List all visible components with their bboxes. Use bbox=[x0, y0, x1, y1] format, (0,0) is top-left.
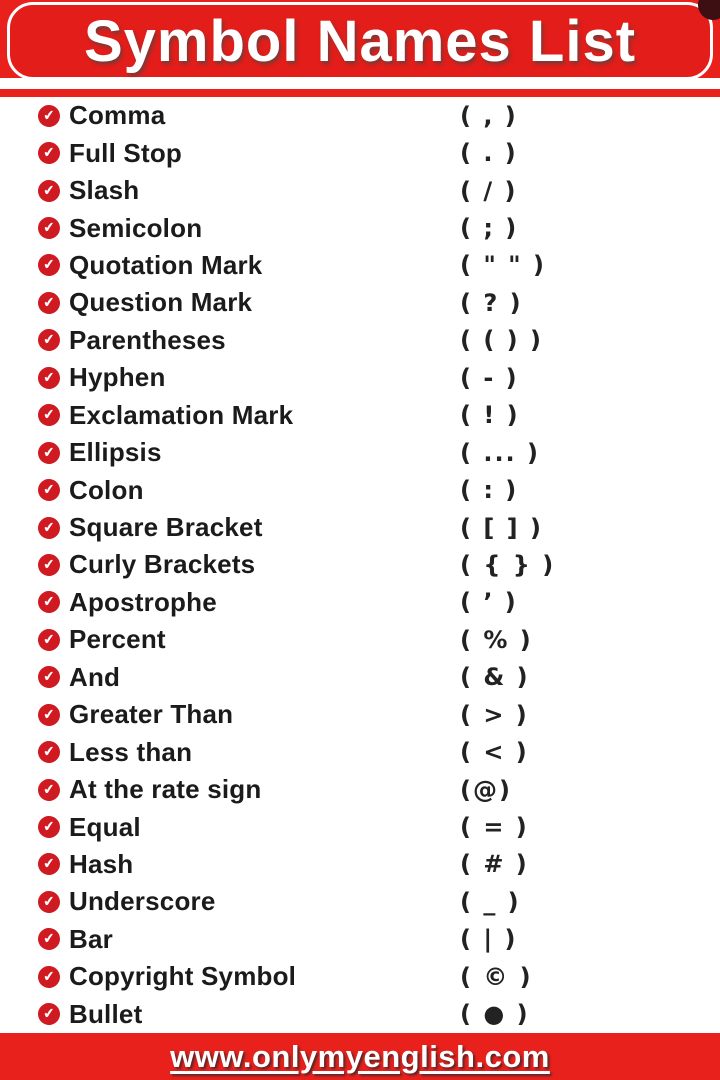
symbol-name-label: Greater Than bbox=[69, 699, 234, 730]
symbol-name-label: Apostrophe bbox=[69, 586, 217, 617]
symbol-glyph: ( ● ) bbox=[460, 1000, 530, 1029]
check-circle-icon: ✔ bbox=[37, 590, 61, 614]
symbol-glyph: ( ( ) ) bbox=[460, 326, 543, 355]
symbol-glyph: ( . ) bbox=[460, 139, 518, 168]
list-item bbox=[0, 958, 720, 995]
check-circle-icon: ✔ bbox=[37, 740, 61, 764]
symbol-glyph: ( { } ) bbox=[460, 550, 556, 579]
symbol-glyph: ( ? ) bbox=[460, 288, 523, 317]
symbol-glyph: ( ... ) bbox=[460, 438, 540, 467]
list-item bbox=[0, 996, 720, 1033]
symbol-name-label: Less than bbox=[69, 736, 193, 767]
list-item bbox=[0, 584, 720, 621]
symbol-name-label: Square Bracket bbox=[69, 512, 263, 543]
check-circle-icon: ✔ bbox=[37, 441, 61, 465]
list-item bbox=[0, 284, 720, 321]
symbol-list bbox=[0, 97, 720, 1033]
list-item bbox=[0, 883, 720, 920]
header-white-divider bbox=[0, 78, 720, 89]
list-item bbox=[0, 97, 720, 134]
list-item bbox=[0, 921, 720, 958]
check-circle-icon: ✔ bbox=[37, 553, 61, 577]
list-item bbox=[0, 359, 720, 396]
symbol-name-label: Full Stop bbox=[69, 137, 182, 168]
symbol-glyph: ( , ) bbox=[460, 101, 518, 130]
list-item bbox=[0, 172, 720, 209]
list-item bbox=[0, 846, 720, 883]
header-red-divider bbox=[0, 89, 720, 97]
symbol-glyph: ( < ) bbox=[460, 738, 529, 767]
symbol-name-label: Semicolon bbox=[69, 212, 203, 243]
check-circle-icon: ✔ bbox=[37, 927, 61, 951]
list-item bbox=[0, 397, 720, 434]
list-item bbox=[0, 247, 720, 284]
check-circle-icon: ✔ bbox=[37, 665, 61, 689]
symbol-glyph: ( = ) bbox=[460, 813, 529, 842]
list-item bbox=[0, 322, 720, 359]
check-circle-icon: ✔ bbox=[37, 216, 61, 240]
list-item bbox=[0, 546, 720, 583]
symbol-name-label: Bullet bbox=[69, 998, 143, 1029]
check-circle-icon: ✔ bbox=[37, 965, 61, 989]
check-circle-icon: ✔ bbox=[37, 1002, 61, 1026]
symbol-glyph: ( / ) bbox=[460, 176, 518, 205]
list-item bbox=[0, 621, 720, 658]
symbol-name-label: Ellipsis bbox=[69, 437, 162, 468]
symbol-glyph: ( & ) bbox=[460, 663, 530, 692]
list-item bbox=[0, 134, 720, 171]
list-item bbox=[0, 659, 720, 696]
check-circle-icon: ✔ bbox=[37, 366, 61, 390]
symbol-name-label: And bbox=[69, 661, 121, 692]
symbol-name-label: Underscore bbox=[69, 886, 216, 917]
symbol-glyph: ( - ) bbox=[460, 363, 519, 392]
symbol-name-label: Hash bbox=[69, 848, 134, 879]
symbol-name-label: Equal bbox=[69, 811, 141, 842]
website-link[interactable]: www.onlymyenglish.com bbox=[170, 1038, 550, 1074]
symbol-glyph: ( [ ] ) bbox=[460, 513, 543, 542]
check-circle-icon: ✔ bbox=[37, 179, 61, 203]
check-circle-icon: ✔ bbox=[37, 515, 61, 539]
check-circle-icon: ✔ bbox=[37, 478, 61, 502]
symbol-name-label: Exclamation Mark bbox=[69, 399, 294, 430]
symbol-glyph: ( # ) bbox=[460, 850, 529, 879]
check-circle-icon: ✔ bbox=[37, 328, 61, 352]
check-circle-icon: ✔ bbox=[37, 253, 61, 277]
symbol-glyph: ( ! ) bbox=[460, 401, 520, 430]
symbol-glyph: ( % ) bbox=[460, 625, 533, 654]
symbol-glyph: ( _ ) bbox=[460, 887, 521, 916]
symbol-name-label: Copyright Symbol bbox=[69, 961, 297, 992]
check-circle-icon: ✔ bbox=[37, 815, 61, 839]
footer-bar bbox=[0, 1033, 720, 1080]
symbol-glyph: (@) bbox=[460, 775, 512, 804]
check-circle-icon: ✔ bbox=[37, 703, 61, 727]
symbol-glyph: ( : ) bbox=[460, 476, 519, 505]
check-circle-icon: ✔ bbox=[37, 104, 61, 128]
symbol-name-label: Quotation Mark bbox=[69, 249, 263, 280]
check-circle-icon: ✔ bbox=[37, 852, 61, 876]
symbol-glyph: ( > ) bbox=[460, 700, 529, 729]
symbol-glyph: ( ; ) bbox=[460, 214, 519, 243]
symbol-name-label: Percent bbox=[69, 624, 166, 655]
check-circle-icon: ✔ bbox=[37, 141, 61, 165]
header-banner bbox=[0, 0, 720, 78]
check-circle-icon: ✔ bbox=[37, 628, 61, 652]
check-circle-icon: ✔ bbox=[37, 778, 61, 802]
symbol-name-label: Parentheses bbox=[69, 324, 226, 355]
symbol-glyph: ( ’ ) bbox=[460, 588, 518, 617]
list-item bbox=[0, 434, 720, 471]
list-item bbox=[0, 209, 720, 246]
symbol-name-label: Colon bbox=[69, 474, 144, 505]
page-title: Symbol Names List bbox=[83, 8, 637, 74]
symbol-glyph: ( © ) bbox=[460, 962, 533, 991]
symbol-glyph: ( " " ) bbox=[460, 251, 547, 280]
list-item bbox=[0, 696, 720, 733]
symbol-name-label: Curly Brackets bbox=[69, 549, 256, 580]
check-circle-icon: ✔ bbox=[37, 291, 61, 315]
symbol-name-label: Question Mark bbox=[69, 287, 253, 318]
symbol-name-label: At the rate sign bbox=[69, 774, 262, 805]
list-item bbox=[0, 808, 720, 845]
symbol-glyph: ( | ) bbox=[460, 925, 518, 954]
check-circle-icon: ✔ bbox=[37, 403, 61, 427]
check-circle-icon: ✔ bbox=[37, 890, 61, 914]
symbol-name-label: Comma bbox=[69, 100, 166, 131]
symbol-name-label: Hyphen bbox=[69, 362, 166, 393]
list-item bbox=[0, 733, 720, 770]
list-item bbox=[0, 471, 720, 508]
symbol-name-label: Slash bbox=[69, 175, 140, 206]
symbol-name-label: Bar bbox=[69, 923, 113, 954]
list-item bbox=[0, 509, 720, 546]
list-item bbox=[0, 771, 720, 808]
